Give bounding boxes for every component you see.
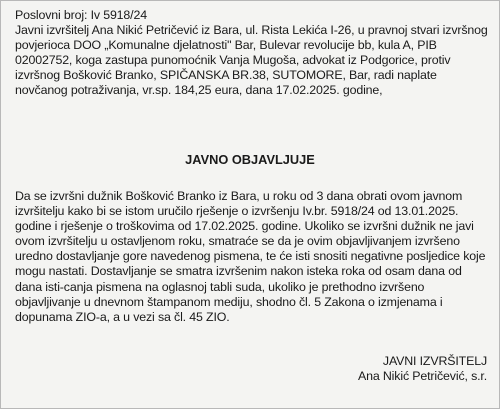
signature-block [358, 354, 487, 384]
notice-title: JAVNO OBJAVLJUJE [185, 152, 315, 167]
intro-paragraph: Javni izvršitelj Ana Nikić Petričević iz Bara, ul. Rista Lekića I-26, u pravnoj stvari izvršnog povjerioca DOO „Komunalne djelatnosti" Bar, Bulevar revolucije bb, kula A, PIB 02002752, koga zastupa punomoćnik Vanja Mugoša, advokat iz Podgorice, protiv izvršnog Bošković Branko, SPIČANSKA BR.38, SUTOMORE, Bar, radi naplate novčanog potraživanja, vr.sp. 184,25 eura, dana 17.02.2025. godine, [15, 23, 488, 98]
notice-body: Da se izvršni dužnik Bošković Branko iz Bara, u roku od 3 dana obrati ovom javnom izvršitelju kako bi se istom uručilo rješenje o izvršenju Iv.br. 5918/24 od 13.01.2025. godine i rješenje o troškovima od 17.02.2025. godine. Ukoliko se izvršni dužnik ne javi ovom izvršitelju u ostavljenom roku, smatraće se da je ovim objavljivanjem izvršeno uredno dostavljanje gore navedenog pismena, te će isti snositi negativne posljedice koje mogu nastati. Dostavljanje se smatra izvršenim nakon isteka roka od osam dana od dana isti-canja pismena na oglasnoj tabli suda, ukoliko je prethodno izvršeno objavljivanje u dnevnom štampanom mediju, shodno čl. 5 Zakona o izmjenama i dopunama ZIO-a, a u vezi sa čl. 45 ZIO. [15, 189, 486, 324]
signature-name: Ana Nikić Petričević, s.r. [358, 369, 487, 384]
case-number: Poslovni broj: Iv 5918/24 [15, 8, 147, 22]
signature-title: JAVNI IZVRŠITELJ [382, 354, 487, 368]
